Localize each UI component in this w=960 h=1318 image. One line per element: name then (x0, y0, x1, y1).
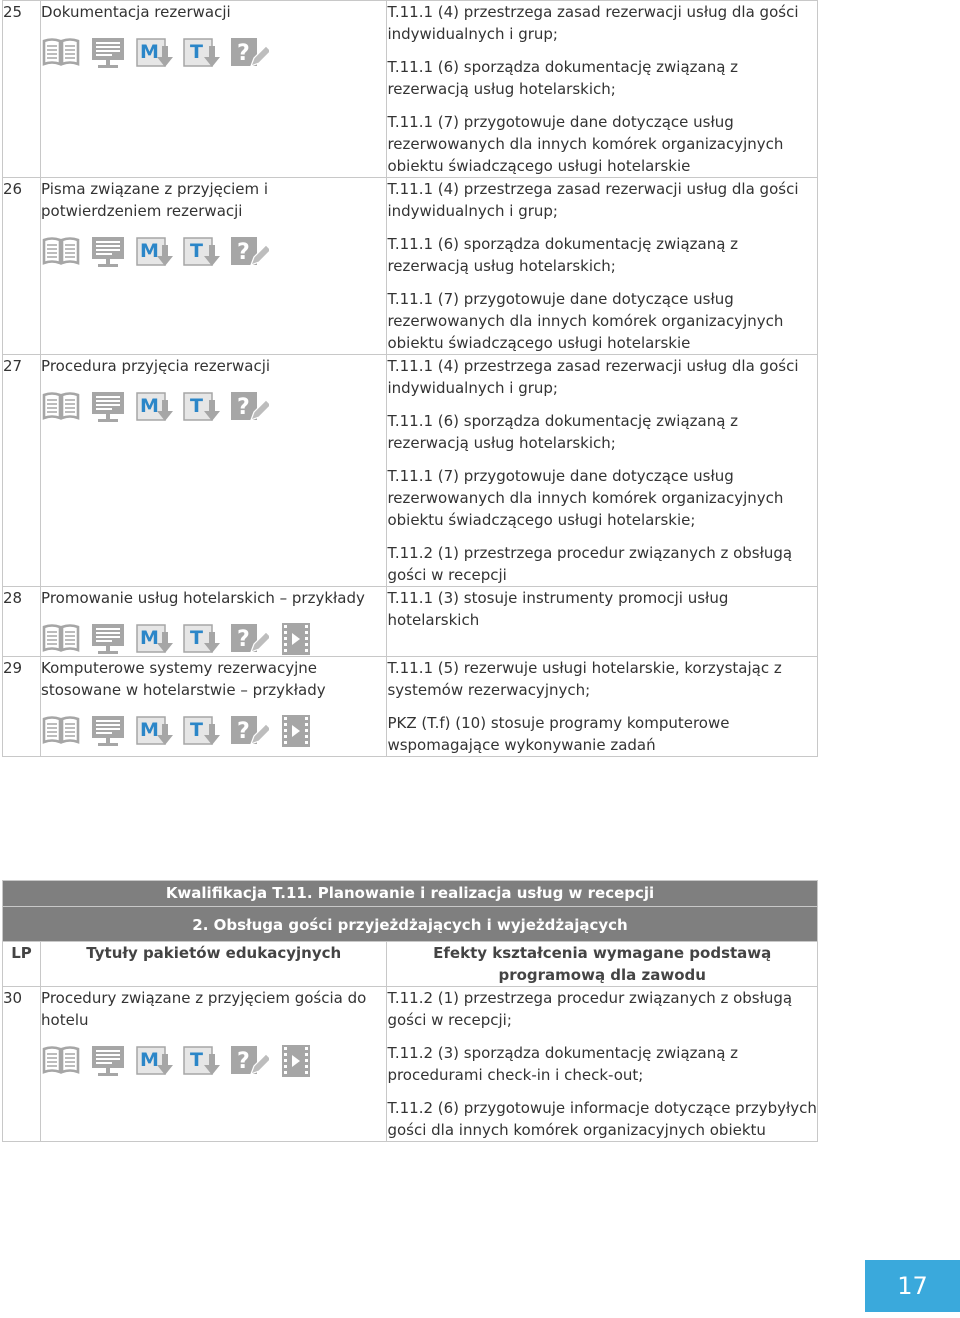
question-pencil-icon[interactable] (229, 622, 269, 656)
qualification-subheader (3, 907, 818, 942)
m-download-icon[interactable] (135, 390, 175, 424)
presentation-icon[interactable] (88, 36, 128, 70)
presentation-icon[interactable] (88, 714, 128, 748)
resource-icons (41, 235, 386, 269)
question-pencil-icon[interactable] (229, 36, 269, 70)
t-download-icon[interactable] (182, 235, 222, 269)
package-title: Procedury związane z przyjęciem gościa do hotelu (41, 989, 367, 1029)
learning-effect: T.11.2 (6) przygotowuje informacje dotyczące przybyłych gości dla innych komórek organizacyjnych obiektu (387, 1099, 817, 1139)
question-pencil-icon[interactable] (229, 714, 269, 748)
presentation-icon[interactable] (88, 1044, 128, 1078)
svg-text:T: T (190, 719, 203, 741)
header-titles: Tytuły pakietów edukacyjnych (41, 942, 387, 987)
film-icon[interactable] (276, 1044, 316, 1078)
qualification-table (2, 880, 818, 1142)
learning-effect: T.11.2 (1) przestrzega procedur związanych z obsługą gości w recepcji (387, 544, 793, 584)
question-pencil-icon[interactable] (229, 235, 269, 269)
question-pencil-icon[interactable] (229, 390, 269, 424)
packages-table (2, 0, 818, 757)
learning-effect: T.11.2 (3) sporządza dokumentację związaną z procedurami check-in i check-out; (387, 1044, 739, 1084)
svg-text:?: ? (237, 240, 250, 265)
svg-text:?: ? (237, 1049, 250, 1074)
learning-effect: T.11.1 (7) przygotowuje dane dotyczące usług rezerwowanych dla innych komórek organizacyjnych obiektu świadczącego usługi hotelarskie (387, 113, 784, 175)
package-cell (41, 1, 387, 178)
table-row (3, 987, 818, 1142)
presentation-icon[interactable] (88, 622, 128, 656)
package-title: Promowanie usług hotelarskich – przykłady (41, 589, 365, 607)
m-download-icon[interactable] (135, 622, 175, 656)
film-icon[interactable] (276, 622, 316, 656)
row-number: 25 (3, 1, 41, 178)
row-number: 30 (3, 987, 41, 1142)
svg-text:T: T (190, 627, 203, 649)
package-title: Procedura przyjęcia rezerwacji (41, 357, 271, 375)
resource-icons (41, 390, 386, 424)
header-lp: LP (3, 942, 41, 987)
svg-text:M: M (140, 41, 159, 63)
package-title: Dokumentacja rezerwacji (41, 3, 231, 21)
m-download-icon[interactable] (135, 1044, 175, 1078)
resource-icons (41, 622, 386, 656)
svg-text:T: T (190, 1049, 203, 1071)
learning-effect: T.11.1 (6) sporządza dokumentację związaną z rezerwacją usług hotelarskich; (387, 412, 739, 452)
resource-icons (41, 714, 386, 748)
package-cell (41, 355, 387, 587)
learning-effect: T.11.1 (3) stosuje instrumenty promocji usług hotelarskich (387, 589, 729, 629)
header-effects: Efekty kształcenia wymagane podstawą programową dla zawodu (387, 942, 818, 987)
book-icon[interactable] (41, 622, 81, 656)
t-download-icon[interactable] (182, 390, 222, 424)
t-download-icon[interactable] (182, 622, 222, 656)
book-icon[interactable] (41, 714, 81, 748)
svg-text:T: T (190, 41, 203, 63)
learning-effect: T.11.2 (1) przestrzega procedur związanych z obsługą gości w recepcji; (387, 989, 793, 1029)
column-headers (3, 942, 818, 987)
learning-effect: T.11.1 (4) przestrzega zasad rezerwacji usług dla gości indywidualnych i grup; (387, 3, 799, 43)
learning-effect: T.11.1 (7) przygotowuje dane dotyczące usług rezerwowanych dla innych komórek organizacyjnych obiektu świadczącego usługi hotelarskie (387, 290, 784, 352)
package-cell (41, 178, 387, 355)
svg-text:M: M (140, 1049, 159, 1071)
svg-text:?: ? (237, 395, 250, 420)
effects-cell (387, 355, 818, 587)
package-cell (41, 987, 387, 1142)
package-cell (41, 587, 387, 657)
t-download-icon[interactable] (182, 1044, 222, 1078)
effects-cell (387, 987, 818, 1142)
learning-effect: T.11.1 (7) przygotowuje dane dotyczące usług rezerwowanych dla innych komórek organizacyjnych obiektu świadczącego usługi hotelarskie; (387, 467, 784, 529)
row-number: 27 (3, 355, 41, 587)
learning-effect: T.11.1 (4) przestrzega zasad rezerwacji usług dla gości indywidualnych i grup; (387, 357, 799, 397)
effects-cell (387, 587, 818, 657)
m-download-icon[interactable] (135, 714, 175, 748)
resource-icons (41, 1044, 386, 1078)
qualification-subtitle: 2. Obsługa gości przyjeżdżających i wyjeżdżających (3, 907, 818, 942)
learning-effect: PKZ (T.f) (10) stosuje programy komputerowe wspomagające wykonywanie zadań (387, 714, 730, 754)
svg-text:T: T (190, 395, 203, 417)
effects-cell (387, 1, 818, 178)
package-cell (41, 657, 387, 757)
table-row (3, 657, 818, 757)
svg-text:M: M (140, 627, 159, 649)
svg-text:?: ? (237, 627, 250, 652)
qualification-header (3, 881, 818, 907)
table-row (3, 1, 818, 178)
row-number: 26 (3, 178, 41, 355)
svg-text:T: T (190, 240, 203, 262)
package-title: Komputerowe systemy rezerwacyjne stosowane w hotelarstwie – przykłady (41, 659, 326, 699)
table-row (3, 355, 818, 587)
qualification-title: Kwalifikacja T.11. Planowanie i realizacja usług w recepcji (3, 881, 818, 907)
table-row (3, 178, 818, 355)
row-number: 28 (3, 587, 41, 657)
effects-cell (387, 178, 818, 355)
learning-effect: T.11.1 (4) przestrzega zasad rezerwacji usług dla gości indywidualnych i grup; (387, 180, 799, 220)
learning-effect: T.11.1 (5) rezerwuje usługi hotelarskie, korzystając z systemów rezerwacyjnych; (387, 659, 782, 699)
book-icon[interactable] (41, 36, 81, 70)
svg-text:M: M (140, 240, 159, 262)
book-icon[interactable] (41, 1044, 81, 1078)
svg-text:M: M (140, 395, 159, 417)
svg-text:?: ? (237, 41, 250, 66)
learning-effect: T.11.1 (6) sporządza dokumentację związaną z rezerwacją usług hotelarskich; (387, 58, 739, 98)
resource-icons (41, 36, 386, 70)
learning-effect: T.11.1 (6) sporządza dokumentację związaną z rezerwacją usług hotelarskich; (387, 235, 739, 275)
svg-text:?: ? (237, 719, 250, 744)
book-icon[interactable] (41, 235, 81, 269)
m-download-icon[interactable] (135, 36, 175, 70)
table-row (3, 587, 818, 657)
presentation-icon[interactable] (88, 235, 128, 269)
presentation-icon[interactable] (88, 390, 128, 424)
film-icon[interactable] (276, 714, 316, 748)
book-icon[interactable] (41, 390, 81, 424)
t-download-icon[interactable] (182, 36, 222, 70)
svg-text:M: M (140, 719, 159, 741)
row-number: 29 (3, 657, 41, 757)
m-download-icon[interactable] (135, 235, 175, 269)
package-title: Pisma związane z przyjęciem i potwierdzeniem rezerwacji (41, 180, 269, 220)
question-pencil-icon[interactable] (229, 1044, 269, 1078)
t-download-icon[interactable] (182, 714, 222, 748)
page-number: 17 (865, 1260, 960, 1312)
effects-cell (387, 657, 818, 757)
